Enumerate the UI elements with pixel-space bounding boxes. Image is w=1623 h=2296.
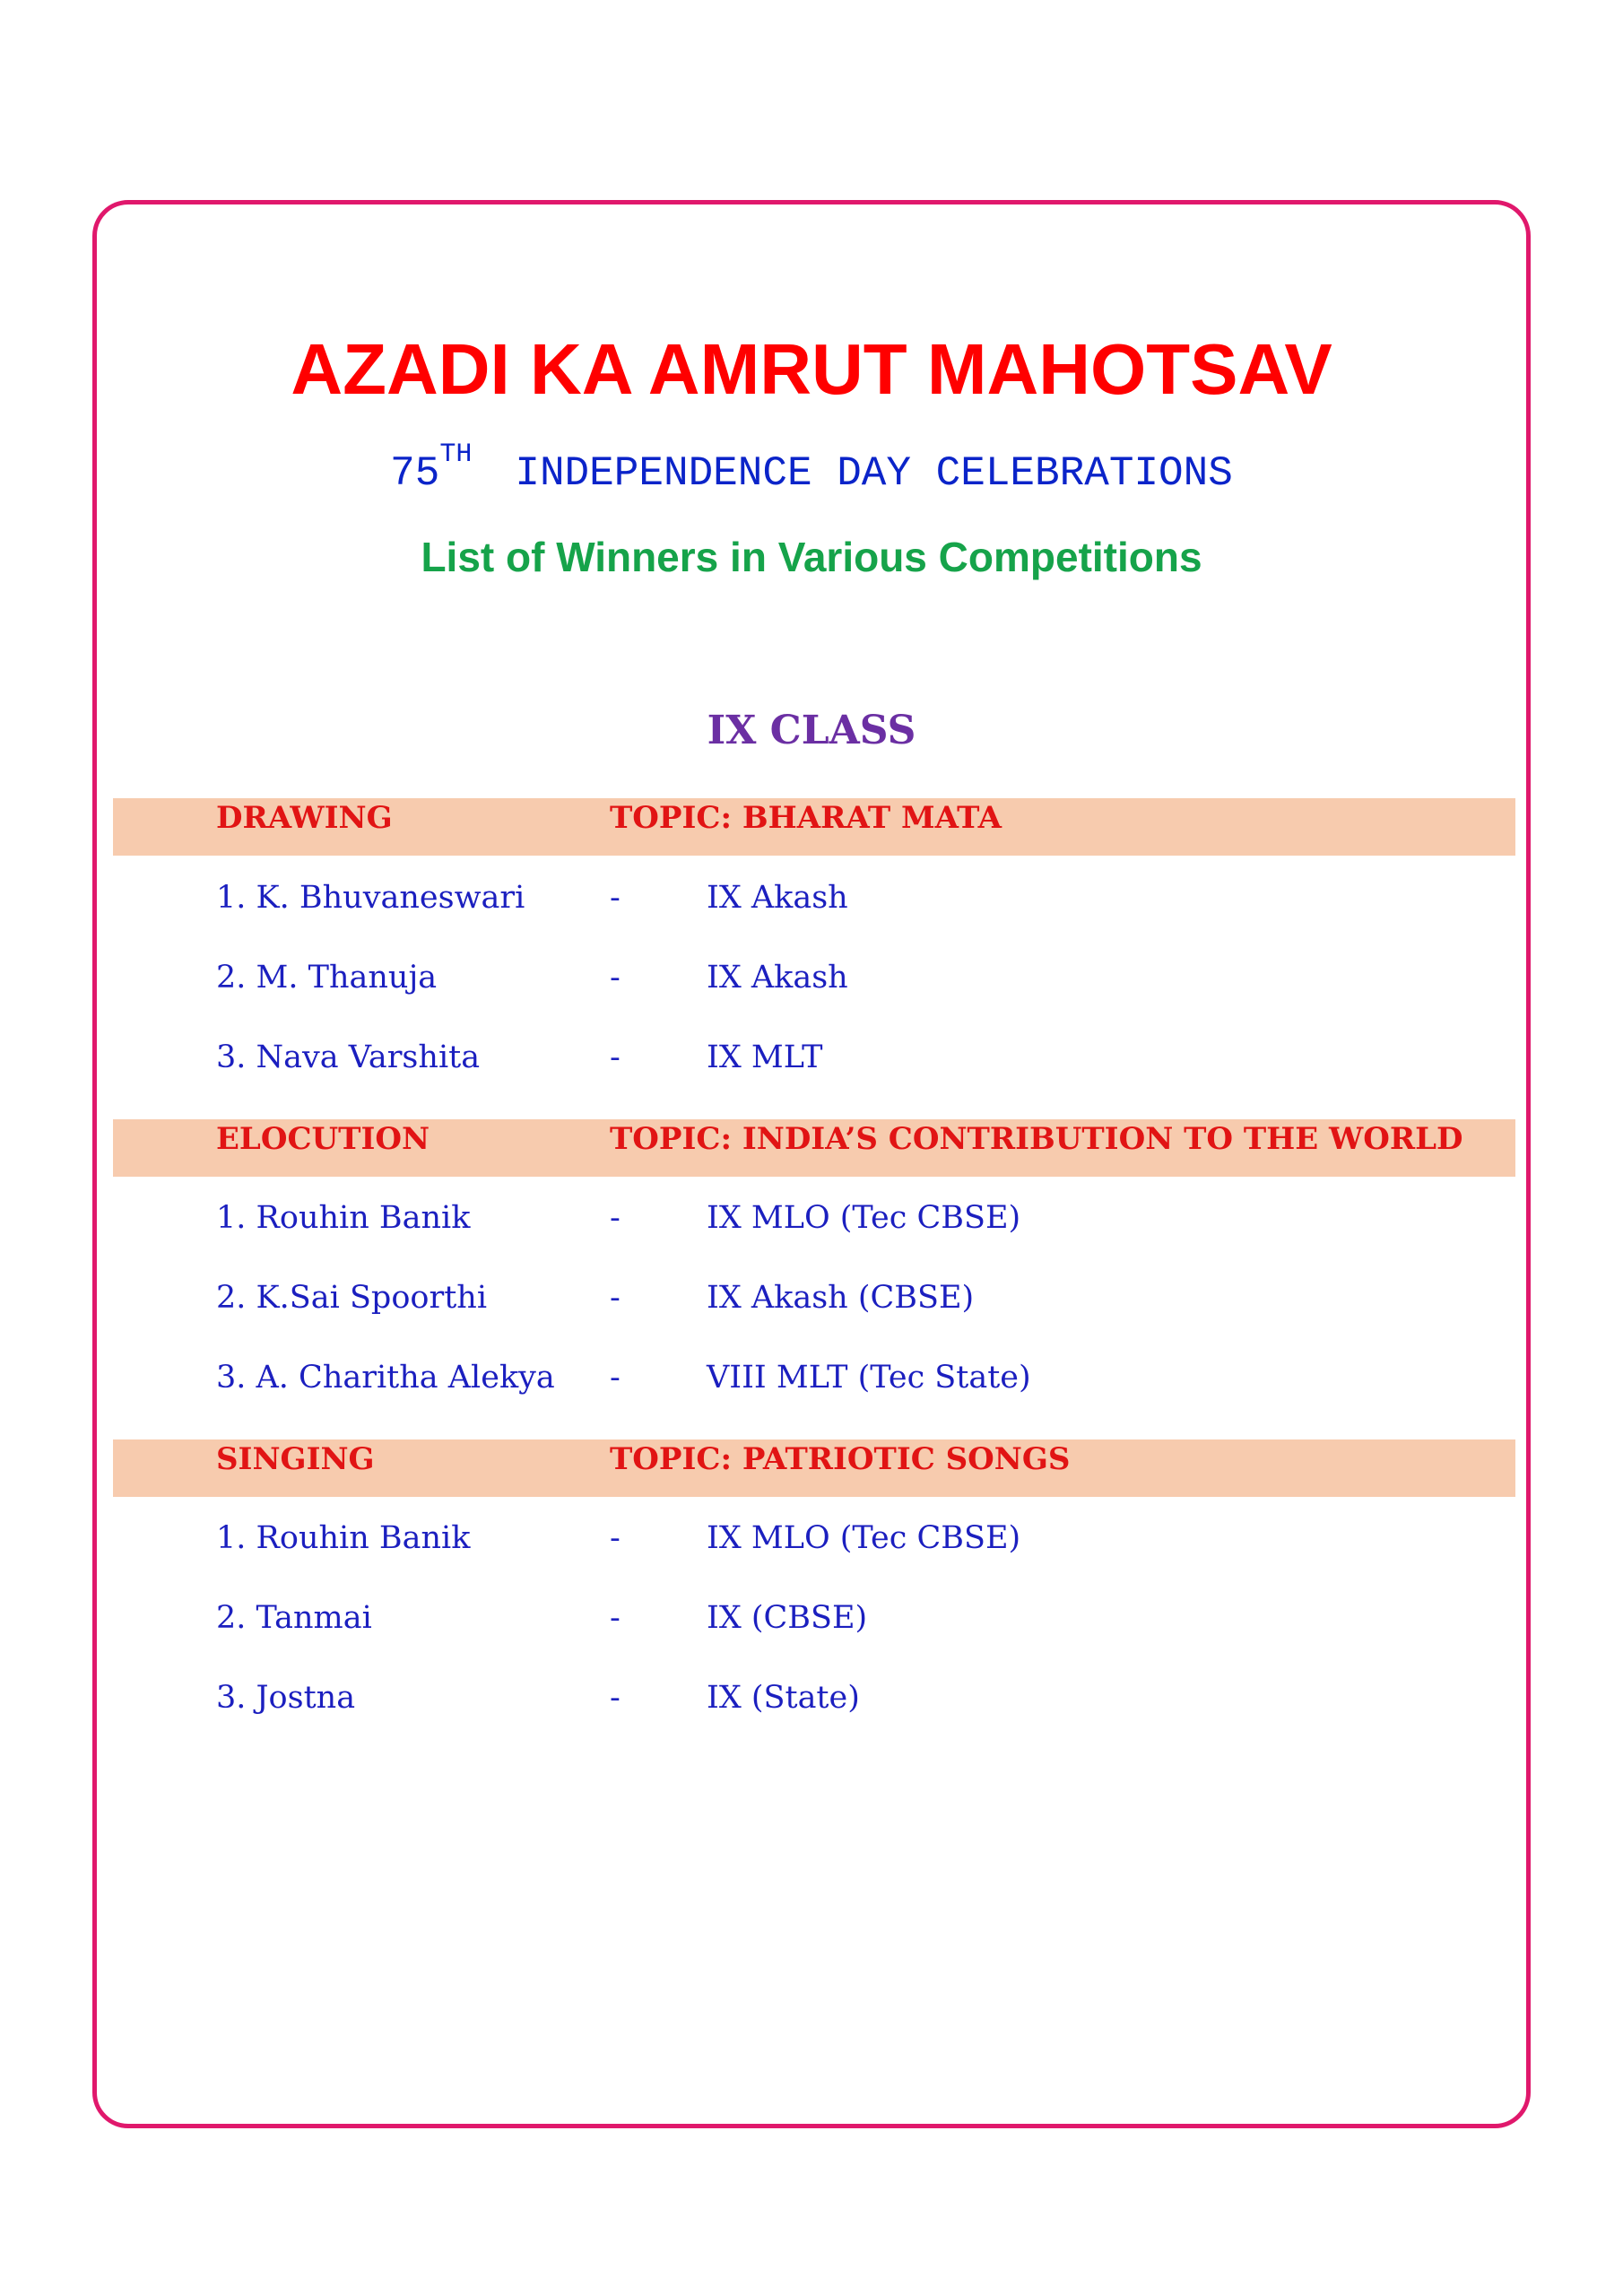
separator-dash: - — [610, 1200, 621, 1236]
winner-class: IX Akash (CBSE) — [707, 1280, 975, 1316]
separator-dash: - — [610, 1039, 621, 1075]
winner-class: VIII MLT (Tec State) — [707, 1360, 1031, 1396]
category-label: SINGING — [216, 1441, 375, 1477]
winner-name: 3. Nava Varshita — [216, 1039, 481, 1075]
winner-name: 2. M. Thanuja — [216, 960, 438, 996]
winner-class: IX (State) — [707, 1680, 860, 1716]
winner-class: IX MLO (Tec CBSE) — [707, 1200, 1021, 1236]
separator-dash: - — [610, 1360, 621, 1396]
winner-class: IX Akash — [707, 880, 848, 916]
category-band — [113, 1439, 1515, 1497]
winner-row — [0, 1351, 1623, 1405]
category-label: DRAWING — [216, 800, 393, 836]
winner-row — [0, 1591, 1623, 1645]
topic-label: TOPIC: BHARAT MATA — [610, 800, 1002, 836]
topic-label: TOPIC: PATRIOTIC SONGS — [610, 1441, 1071, 1477]
winner-name: 1. Rouhin Banik — [216, 1520, 471, 1556]
subtitle-number: 75 — [390, 450, 440, 497]
category-band — [113, 1119, 1515, 1177]
winner-name: 1. K. Bhuvaneswari — [216, 880, 525, 916]
separator-dash: - — [610, 1520, 621, 1556]
winner-row — [0, 1671, 1623, 1725]
category-band — [113, 798, 1515, 856]
winner-name: 2. Tanmai — [216, 1600, 372, 1636]
topic-label: TOPIC: INDIA’S CONTRIBUTION TO THE WORLD — [610, 1121, 1463, 1157]
separator-dash: - — [610, 1680, 621, 1716]
subtitle-text: INDEPENDENCE DAY CELEBRATIONS — [515, 450, 1233, 497]
winner-row — [0, 871, 1623, 925]
separator-dash: - — [610, 880, 621, 916]
winners-heading: List of Winners in Various Competitions — [421, 534, 1202, 580]
winner-name: 1. Rouhin Banik — [216, 1200, 471, 1236]
winner-row — [0, 1271, 1623, 1325]
category-label: ELOCUTION — [216, 1121, 430, 1157]
winner-row — [0, 1191, 1623, 1245]
celebration-subtitle — [0, 438, 1623, 509]
winner-row — [0, 1031, 1623, 1084]
winner-class: IX MLT — [707, 1039, 823, 1075]
page-title: AZADI KA AMRUT MAHOTSAV — [291, 329, 1332, 409]
subtitle-superscript: TH — [439, 439, 473, 470]
winner-name: 3. Jostna — [216, 1680, 356, 1716]
winner-row — [0, 1511, 1623, 1565]
winner-class: IX (CBSE) — [707, 1600, 868, 1636]
winner-class: IX Akash — [707, 960, 848, 996]
class-title: IX CLASS — [707, 708, 916, 753]
separator-dash: - — [610, 960, 621, 996]
winner-name: 3. A. Charitha Alekya — [216, 1360, 555, 1396]
winner-name: 2. K.Sai Spoorthi — [216, 1280, 488, 1316]
winner-class: IX MLO (Tec CBSE) — [707, 1520, 1021, 1556]
separator-dash: - — [610, 1600, 621, 1636]
separator-dash: - — [610, 1280, 621, 1316]
winner-row — [0, 951, 1623, 1004]
